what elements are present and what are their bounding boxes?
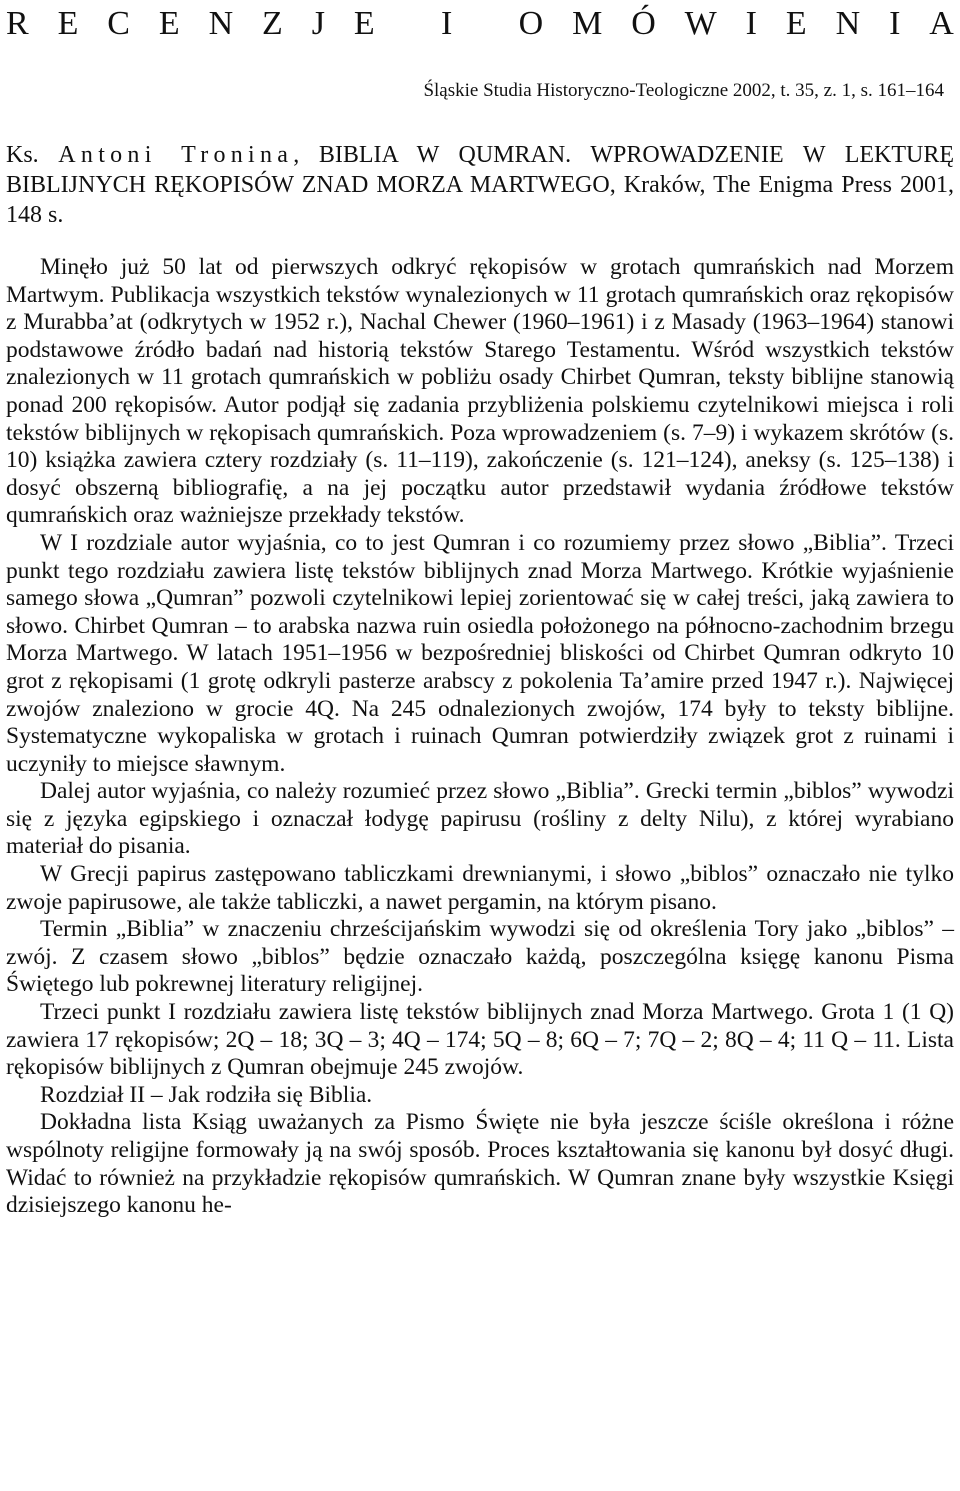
paragraph: W I rozdziale autor wyjaśnia, co to jest Qumran i co rozumiemy przez słowo „Biblia”. Trzeci punkt tego rozdziału zawiera listę tekstów biblijnych znad Morza Martwego. Krótkie wyjaśnienie samego słowa „Qumran” pozwoli czytelnikowi lepiej zorientować się w całej treści, jaką zawiera to słowo. Chirbet Qumran – to arabska nazwa ruin osiedla położonego na północno-zachodnim brzegu Morza Martwego. W latach 1951–1956 w bezpośredniej bliskości od Chirbet Qumran odkryto 10 grot z rękopisami (1 grotę odkryli pasterze arabscy z pokolenia Ta’amire przed 1947 r.). Najwięcej zwojów znaleziono w grocie 4Q. Na 245 odnalezionych zwojów, 174 były to teksty biblijne. Systematyczne wykopaliska w grotach i ruinach Qumran potwierdziły związek grot z ruinami i uczyniły to miejsce sławnym. bbox=[6, 529, 954, 777]
title-letter: W bbox=[684, 5, 717, 42]
title-letter: E bbox=[353, 5, 375, 42]
paragraph: Termin „Biblia” w znaczeniu chrześcijańskim wywodzi się od określenia Tory jako „biblos” – zwój. Z czasem słowo „biblos” będzie oznaczało każdą, poszczególna księgę kanonu Pisma Świętego lub pokrewnej literatury religijnej. bbox=[6, 916, 954, 998]
title-letter: I bbox=[889, 5, 901, 42]
title-letter: E bbox=[785, 5, 807, 42]
title-letter bbox=[404, 4, 413, 44]
paragraph: W Grecji papirus zastępowano tabliczkami drewnianymi, i słowo „biblos” oznaczało nie tylko zwoje papirusowe, ale także tabliczki, a nawet pergamin, na którym pisano. bbox=[6, 861, 954, 915]
title-letter: I bbox=[440, 5, 453, 42]
title-letter: E bbox=[57, 5, 79, 42]
title-letter: E bbox=[158, 5, 180, 42]
title-letter: R bbox=[6, 5, 29, 42]
title-letter: N bbox=[835, 5, 861, 42]
paragraph: Trzeci punkt I rozdziału zawiera listę tekstów biblijnych znad Morza Martwego. Grota 1 (1 Q) zawiera 17 rękopisów; 2Q – 18; 3Q – 3; 4Q – 174; 5Q – 8; 6Q – 7; 7Q – 2; 8Q – 4; 11 Q – 11. Lista rękopisów biblijnych z Qumran obejmuje 245 zwojów. bbox=[6, 999, 954, 1081]
title-letter: N bbox=[208, 5, 234, 42]
title-letter: O bbox=[518, 5, 544, 42]
title-letter: A bbox=[929, 5, 954, 42]
reviewed-work-citation bbox=[6, 140, 954, 230]
title-letter: I bbox=[745, 5, 757, 42]
paragraph: Rozdział II – Jak rodziła się Biblia. bbox=[40, 1081, 373, 1108]
paragraph: Dokładna lista Ksiąg uważanych za Pismo Święte nie była jeszcze ściśle określona i różne wspólnoty religijne formowały ją na swój sposób. Proces kształtowania się kanonu był dosyć długi. Widać to również na przykładzie rękopisów qumrańskich. W Qumran znane były wszystkie Księgi dzisiejszego kanonu he- bbox=[6, 1109, 954, 1219]
title-letter: J bbox=[311, 5, 325, 42]
citation-prefix: Ks. bbox=[6, 142, 59, 168]
title-letter bbox=[481, 4, 490, 44]
section-title bbox=[6, 4, 954, 44]
citation-author: Antoni Tronina bbox=[58, 142, 294, 168]
title-letter: Ó bbox=[631, 5, 656, 42]
title-letter: M bbox=[572, 5, 603, 42]
citation-title: , BIBLIA W QUMRAN. WPROWADZENIE W LEKTURĘ BIBLIJNYCH RĘKOPISÓW ZNAD MORZA MARTWEGO, Kraków, The Enigma Press 2001, 148 s. bbox=[6, 142, 954, 228]
paragraph: Dalej autor wyjaśnia, co należy rozumieć przez słowo „Biblia”. Grecki termin „biblos” wywodzi się z języka egipskiego i oznaczał łodygę papirusu (rośliny z delty Nilu), z której wyrabiano materiał do pisania. bbox=[6, 778, 954, 860]
title-letter: C bbox=[107, 5, 130, 42]
title-letter: Z bbox=[262, 5, 283, 42]
review-body bbox=[6, 254, 954, 1220]
journal-source-line: Śląskie Studia Historyczno-Teologiczne 2002, t. 35, z. 1, s. 161–164 bbox=[423, 80, 944, 101]
paragraph: Minęło już 50 lat od pierwszych odkryć rękopisów w grotach qumrańskich nad Morzem Martwym. Publikacja wszystkich tekstów wynalezionych w 11 grotach qumrańskich oraz rękopisów z Murabba’at (odkrytych w 1952 r.), Nachal Chewer (1960–1961) i z Masady (1963–1964) stanowi podstawowe źródło badań nad historią tekstów Starego Testamentu. Wśród wszystkich tekstów znalezionych w 11 grotach qumrańskich w pobliżu osady Chirbet Qumran, teksty biblijne stanowią ponad 200 rękopisów. Autor podjął się zadania przybliżenia polskiemu czytelnikowi miejsca i roli tekstów biblijnych w rękopisach qumrańskich. Poza wprowadzeniem (s. 7–9) i wykazem skrótów (s. 10) książka zawiera cztery rozdziały (s. 11–119), zakończenie (s. 121–124), aneksy (s. 125–138) i dosyć obszerną bibliografię, a na jej początku autor przedstawił wydania źródłowe tekstów qumrańskich oraz ważniejsze przekłady tekstów. bbox=[6, 254, 954, 529]
